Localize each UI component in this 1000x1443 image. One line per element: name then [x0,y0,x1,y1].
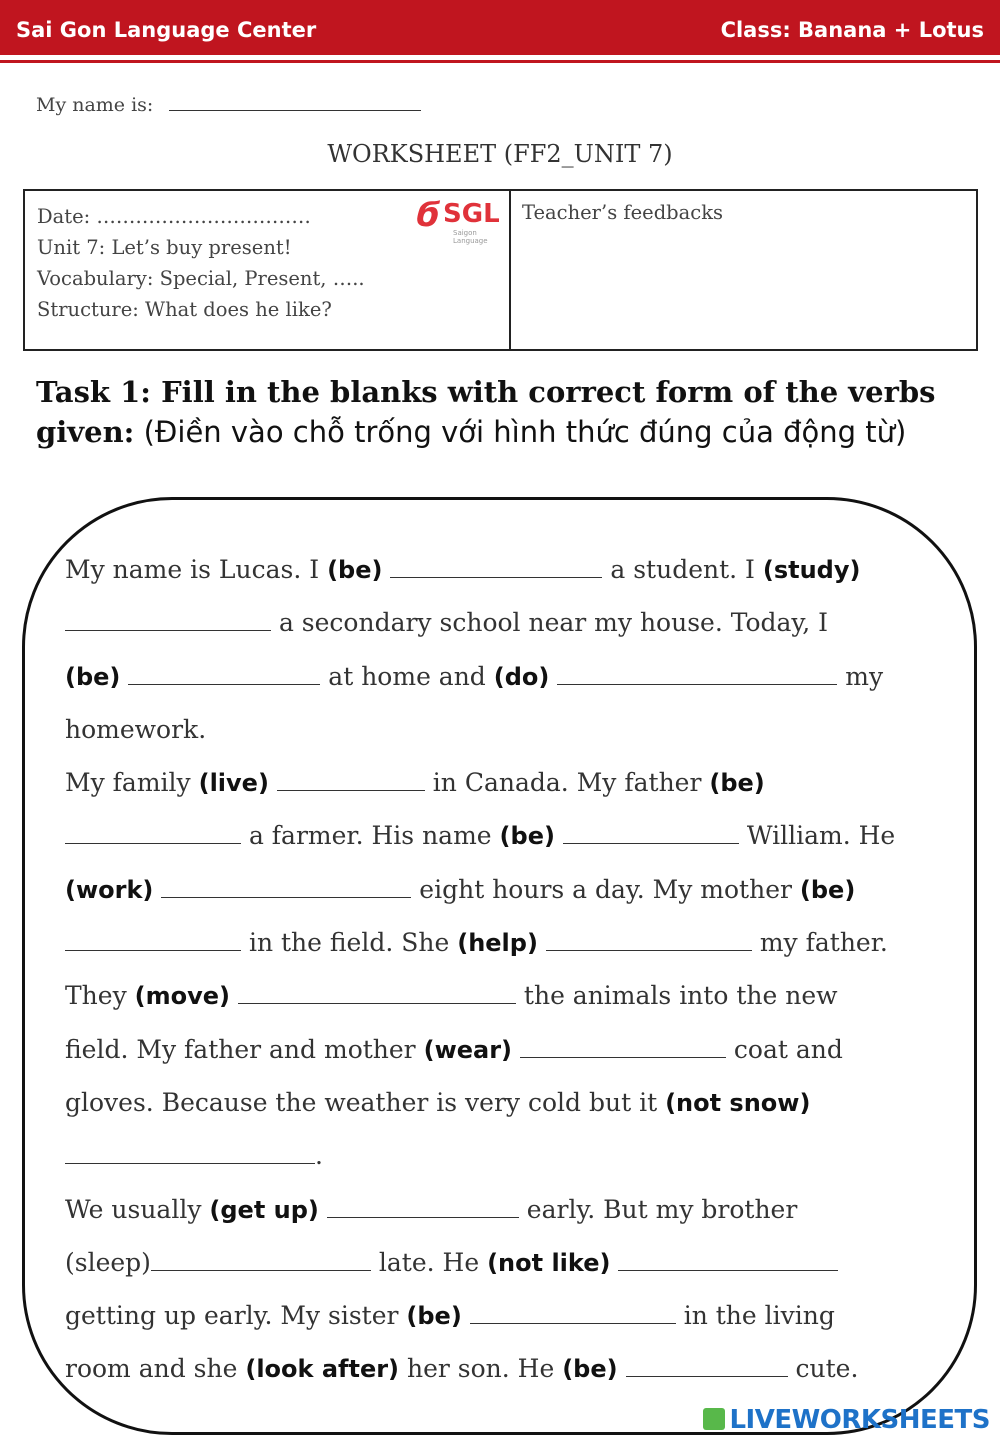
liveworksheets-icon [703,1408,725,1430]
task-title: Task 1: Fill in the blanks with correct form of the verbs given: [36,375,936,449]
blank-input[interactable] [238,979,516,1004]
blank-input[interactable] [151,1246,371,1271]
center-name: Sai Gon Language Center [16,18,317,42]
verb-hint: (move) [134,982,231,1011]
text: (sleep) [65,1247,151,1277]
blank-input[interactable] [470,1299,676,1324]
passage-line-5 [65,761,965,814]
passage-line-4 [65,708,965,761]
text: her son. He [399,1354,563,1384]
header-banner [0,0,1000,55]
blank-input[interactable] [520,1033,726,1058]
verb-hint: (get up) [209,1195,319,1224]
blank-input[interactable] [65,1139,315,1164]
verb-hint: (be) [562,1355,618,1384]
watermark-text: LIVEWORKSHEETS [729,1405,990,1435]
text: a student. I [602,555,763,584]
task-heading [36,372,976,452]
text: My family [65,768,199,798]
passage-line-15 [65,1294,965,1347]
name-row [36,92,421,116]
text: cute. [787,1354,859,1384]
blank-input[interactable] [277,766,425,791]
logo-swoosh-icon: ϭ [410,195,444,235]
text: in the living [675,1301,835,1331]
structure-line: Structure: What does he like? [37,298,332,321]
text: They [65,981,135,1011]
sgl-logo [410,195,509,245]
text: in the field. She [241,928,458,958]
text: My name is Lucas. I [65,555,328,584]
text: in Canada. My father [424,768,710,798]
blank-input[interactable] [626,1352,788,1377]
verb-hint: (be) [327,556,383,584]
text: William. He [738,821,896,851]
verb-hint: (live) [198,769,269,798]
text: coat and [725,1034,843,1064]
blank-input[interactable] [65,819,241,844]
passage-line-7 [65,868,965,921]
blank-input[interactable] [327,1193,519,1218]
blank-input[interactable] [390,553,602,578]
passage-line-16 [65,1347,965,1400]
passage-line-6 [65,814,965,867]
logo-subtext: Saigon Language [453,229,488,245]
blank-input[interactable] [563,819,739,844]
text: room and she [65,1354,246,1384]
text: my father. [751,928,888,958]
text: getting up early. My sister [65,1301,407,1331]
unit-line: Unit 7: Let’s buy present! [37,236,292,259]
info-box [23,189,978,351]
text: We usually [65,1194,210,1224]
name-label: My name is: [36,94,154,116]
verb-hint: (work) [65,875,154,904]
task-instruction-vi: (Điền vào chỗ trống với hình thức đúng của động từ) [143,415,907,449]
logo-text: SGL [443,199,500,229]
text: a farmer. His name [241,821,500,851]
text: my [837,661,884,691]
verb-hint: (be) [799,875,856,904]
info-divider [509,191,511,349]
verb-hint: (be) [709,769,765,798]
passage-line-12 [65,1134,965,1187]
text: eight hours a day. My mother [411,874,800,904]
passage-line-10 [65,1028,965,1081]
verb-hint: (wear) [423,1035,513,1064]
vocab-line: Vocabulary: Special, Present, ….. [37,267,365,290]
blank-input[interactable] [161,873,411,898]
verb-hint: (look after) [245,1355,400,1384]
text: at home and [320,661,494,691]
liveworksheets-watermark [703,1405,990,1435]
verb-hint: (do) [493,662,550,691]
info-left [37,201,365,325]
blank-input[interactable] [557,660,837,685]
teacher-feedback: Teacher’s feedbacks [522,201,724,224]
passage-line-8 [65,921,965,974]
text: gloves. Because the weather is very cold but it [65,1087,666,1117]
verb-hint: (not snow) [665,1088,811,1117]
header-rule [0,60,1000,63]
worksheet-title: WORKSHEET (FF2_UNIT 7) [327,140,673,168]
passage-line-9 [65,974,965,1027]
verb-hint: (help) [457,929,538,958]
passage-line-14 [65,1241,965,1294]
text: . [315,1141,323,1171]
class-name: Class: Banana + Lotus [720,18,984,42]
name-blank[interactable] [169,92,421,111]
text: homework. [65,714,207,744]
blank-input[interactable] [546,926,752,951]
passage-line-1 [65,548,965,601]
passage [65,548,965,1401]
date-line: Date: …………………………… [37,205,311,228]
verb-hint: (be) [499,822,555,851]
text: late. He [370,1247,488,1277]
verb-hint: (be) [406,1302,462,1331]
blank-input[interactable] [65,606,271,631]
verb-hint: (not like) [487,1248,611,1277]
blank-input[interactable] [618,1246,838,1271]
verb-hint: (be) [65,662,121,691]
text: early. But my brother [518,1194,798,1224]
passage-line-2 [65,601,965,654]
blank-input[interactable] [128,660,320,685]
blank-input[interactable] [65,926,241,951]
text: field. My father and mother [65,1034,424,1064]
text: the animals into the new [515,981,838,1011]
passage-line-3 [65,655,965,708]
text: a secondary school near my house. Today, I [271,608,828,638]
passage-line-13 [65,1188,965,1241]
verb-hint: (study) [762,556,861,584]
passage-line-11 [65,1081,965,1134]
